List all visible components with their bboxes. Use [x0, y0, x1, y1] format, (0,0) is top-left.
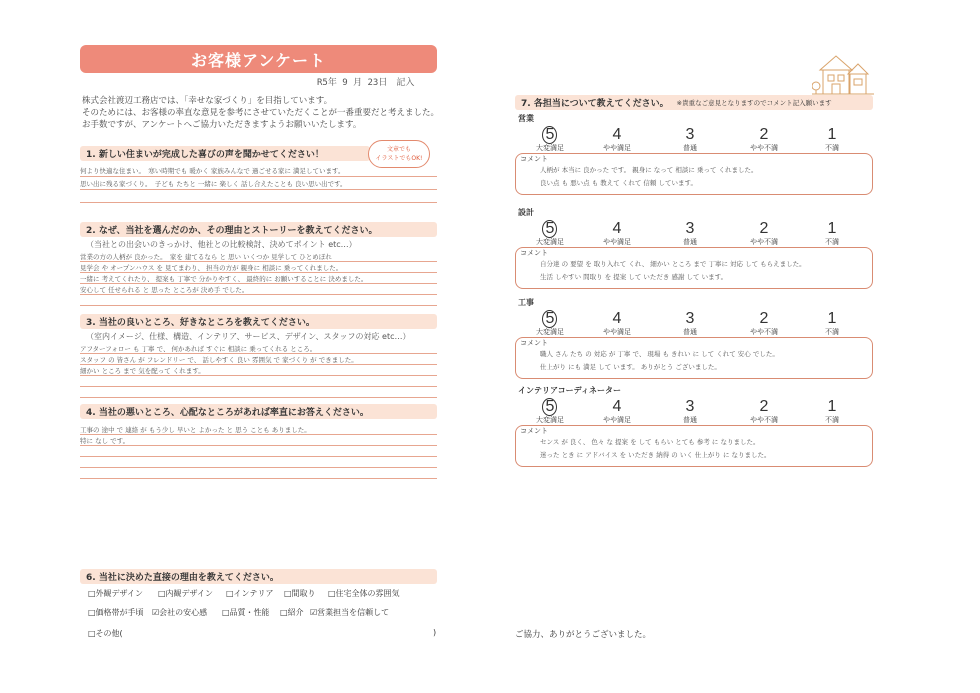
answer-line: 見学会 や オープンハウス を 見てまわり、 担当の方が 親身に 相談に 乗ってくれました。: [80, 262, 437, 273]
rating-number[interactable]: 4: [612, 398, 622, 415]
answer-line: 特に なし です。: [80, 435, 437, 446]
rating-number[interactable]: 4: [612, 310, 622, 327]
section-7-title: 7. 各担当について教えてください。: [521, 99, 669, 109]
intro-text: [82, 95, 442, 131]
circle-mark-icon: [542, 126, 557, 144]
rating-label: 普通: [683, 238, 697, 246]
circle-mark-icon: [542, 220, 557, 238]
rating-label: 普通: [683, 144, 697, 152]
section-2-subtext: （当社との出会いのきっかけ、他社との比較検討、決めてポイント etc…）: [86, 240, 357, 249]
house-illustration-icon: [812, 48, 874, 98]
answer-line: アフターフォロー も 丁寧 で、 何かあれば すぐに 相談に 乗ってくれる ところ。: [80, 343, 437, 354]
section-1-heading: 1. 新しい住まいが完成した喜びの声を聞かせてください！: [80, 146, 370, 161]
rating-label: 不満: [825, 416, 839, 424]
category-label: 工事: [518, 298, 534, 307]
rating-number[interactable]: 4: [612, 126, 622, 143]
answer-line-empty: [80, 190, 437, 203]
rating-label: やや満足: [603, 238, 631, 246]
bubble-line: 文章でも: [386, 146, 411, 153]
comment-box[interactable]: [515, 247, 873, 289]
comment-line: 人柄が 本当に 良かった です。 親身に なって 相談に 乗って くれました。: [540, 166, 758, 174]
checkbox-company-trust[interactable]: ☑会社の安心感: [152, 608, 208, 617]
section-6-heading: 6. 当社に決めた直接の理由を教えてください。: [80, 569, 437, 584]
section-7-note: ※貴重なご意見となりますのでコメント記入願います: [676, 99, 832, 107]
category-label: インテリアコーディネーター: [518, 386, 621, 395]
other-close-paren: ): [433, 628, 437, 637]
comment-line: 職人 さん たち の 対応 が 丁寧 で、 現場 も きれい に して くれて 安心 でした。: [540, 350, 779, 358]
section-4-answer[interactable]: [80, 424, 437, 479]
rating-number[interactable]: 3: [685, 126, 695, 143]
checkbox-interior[interactable]: □インテリア: [226, 589, 274, 598]
section-3-answer[interactable]: [80, 343, 437, 398]
answer-line: 細かい ところ まで 気を配って くれます。: [80, 365, 437, 376]
bubble-line: イラストでもOK!: [375, 155, 423, 162]
comment-line: 良い点 も 悪い点 も 教えて くれて 信頼 しています。: [540, 179, 697, 187]
comment-line: 生活 しやすい 間取り を 提案 して いただき 感謝 して います。: [540, 273, 728, 281]
rating-label: やや不満: [750, 328, 778, 336]
answer-line-empty: [80, 457, 437, 468]
rating-number[interactable]: 5: [545, 310, 555, 327]
rating-label: 大変満足: [536, 416, 564, 424]
checkbox-exterior-design[interactable]: □外観デザイン: [88, 589, 143, 598]
answer-line-empty: [80, 295, 437, 306]
category-label: 設計: [518, 208, 534, 217]
intro-line: 株式会社渡辺工務店では、「幸せな家づくり」を目指しています。: [82, 96, 333, 106]
rating-label: 大変満足: [536, 238, 564, 246]
rating-number[interactable]: 3: [685, 398, 695, 415]
circle-mark-icon: [542, 310, 557, 328]
comment-label: コメント: [520, 249, 548, 257]
rating-label: やや満足: [603, 144, 631, 152]
rating-label: やや満足: [603, 416, 631, 424]
rating-label: やや不満: [750, 416, 778, 424]
rating-number[interactable]: 4: [612, 220, 622, 237]
rating-label: やや不満: [750, 238, 778, 246]
intro-line: お手数ですが、アンケートへご協力いただきますようお願いいたします。: [82, 120, 362, 130]
rating-number[interactable]: 5: [545, 398, 555, 415]
rating-number[interactable]: 5: [545, 126, 555, 143]
rating-number[interactable]: 2: [759, 398, 769, 415]
rating-label: 不満: [825, 328, 839, 336]
comment-label: コメント: [520, 427, 548, 435]
section-2-answer[interactable]: [80, 251, 437, 306]
comment-box[interactable]: [515, 337, 873, 379]
comment-label: コメント: [520, 339, 548, 347]
answer-line: 安心して 任せられる と 思った ところが 決め手 でした。: [80, 284, 437, 295]
rating-number[interactable]: 1: [827, 126, 837, 143]
checkbox-other[interactable]: □その他(: [88, 629, 123, 638]
comment-line: 仕上がり にも 満足 して います。 ありがとう ございました。: [540, 363, 721, 371]
rating-number[interactable]: 2: [759, 126, 769, 143]
section-2-heading: 2. なぜ、当社を選んだのか、その理由とストーリーを教えてください。: [80, 222, 437, 237]
answer-line-empty: [80, 446, 437, 457]
rating-number[interactable]: 3: [685, 310, 695, 327]
rating-label: 普通: [683, 328, 697, 336]
answer-line: スタッフ の 皆さん が フレンドリー で、 話しやすく 良い 雰囲気 で 家づくり が できました。: [80, 354, 437, 365]
page-title: お客様アンケート: [80, 45, 437, 73]
comment-line: センス が 良く、 色々 な 提案 を して もらい とても 参考 に なりました。: [540, 438, 760, 446]
rating-number[interactable]: 3: [685, 220, 695, 237]
rating-number[interactable]: 2: [759, 310, 769, 327]
intro-line: そのためには、お客様の率直な意見を参考にさせていただくことが一番重要だと考えました。: [82, 108, 440, 118]
comment-box[interactable]: [515, 153, 873, 195]
checkbox-floor-plan[interactable]: □間取り: [284, 589, 316, 598]
checkbox-atmosphere[interactable]: □住宅全体の雰囲気: [328, 589, 400, 598]
answer-line-empty: [80, 468, 437, 479]
comment-line: 自分達 の 要望 を 取り入れて くれ、 細かい ところ まで 丁寧に 対応 して もらえました。: [540, 260, 806, 268]
answer-line: 営業の方の人柄が 良かった。 家を 建てるなら と 思い いくつか 見学して ひとめぼれ: [80, 251, 437, 262]
thank-you-text: ご協力、ありがとうございました。: [515, 630, 652, 640]
answer-line: 一緒に 考えてくれたり、 提案も 丁寧で 分かりやすく、 最終的に お願いすることに 決めました。: [80, 273, 437, 284]
rating-label: やや不満: [750, 144, 778, 152]
checkbox-interior-design[interactable]: □内観デザイン: [158, 589, 213, 598]
section-4-heading: 4. 当社の悪いところ、心配なところがあれば率直にお答えください。: [80, 404, 437, 419]
comment-line: 迷った とき に アドバイス を いただき 納得 の いく 仕上がり に なりました。: [540, 451, 771, 459]
section-3-subtext: （室内イメージ、仕様、構造、インテリア、サービス、デザイン、スタッフの対応 etc…）: [86, 332, 411, 341]
rating-label: 大変満足: [536, 144, 564, 152]
rating-number[interactable]: 1: [827, 220, 837, 237]
date-field: R5年 9 月 23日 記入: [317, 78, 415, 88]
rating-number[interactable]: 2: [759, 220, 769, 237]
rating-label: 不満: [825, 144, 839, 152]
answer-line-empty: [80, 387, 437, 398]
checkbox-sales-trust[interactable]: ☑営業担当を信頼して: [310, 608, 390, 617]
answer-line: 何より快適な住まい。 寒い時期でも 暖かく 家族みんなで 過ごせる家に 満足しています。: [80, 164, 437, 177]
comment-box[interactable]: [515, 425, 873, 467]
section-7-heading: [515, 95, 873, 110]
checkbox-quality[interactable]: □品質・性能: [222, 608, 270, 617]
answer-line-empty: [80, 376, 437, 387]
answer-line: 工事の 途中 で 連絡 が もう少し 早いと よかった と 思う ことも ありました。: [80, 424, 437, 435]
section-3-heading: 3. 当社の良いところ、好きなところを教えてください。: [80, 314, 437, 329]
reason-checklist: [88, 588, 438, 648]
rating-label: 大変満足: [536, 328, 564, 336]
rating-number[interactable]: 1: [827, 398, 837, 415]
checkbox-referral[interactable]: □紹介: [280, 608, 304, 617]
rating-label: 普通: [683, 416, 697, 424]
section-1-answer[interactable]: [80, 164, 437, 203]
rating-label: やや満足: [603, 328, 631, 336]
rating-number[interactable]: 1: [827, 310, 837, 327]
answer-line: 思い出に残る家づくり。 子ども たちと 一緒に 楽しく 話し合えたことも 良い思い出です。: [80, 177, 437, 190]
circle-mark-icon: [542, 398, 557, 416]
rating-number[interactable]: 5: [545, 220, 555, 237]
category-label: 営業: [518, 114, 534, 123]
checkbox-price-range[interactable]: □価格帯が手頃: [88, 608, 144, 617]
rating-label: 不満: [825, 238, 839, 246]
comment-label: コメント: [520, 155, 548, 163]
